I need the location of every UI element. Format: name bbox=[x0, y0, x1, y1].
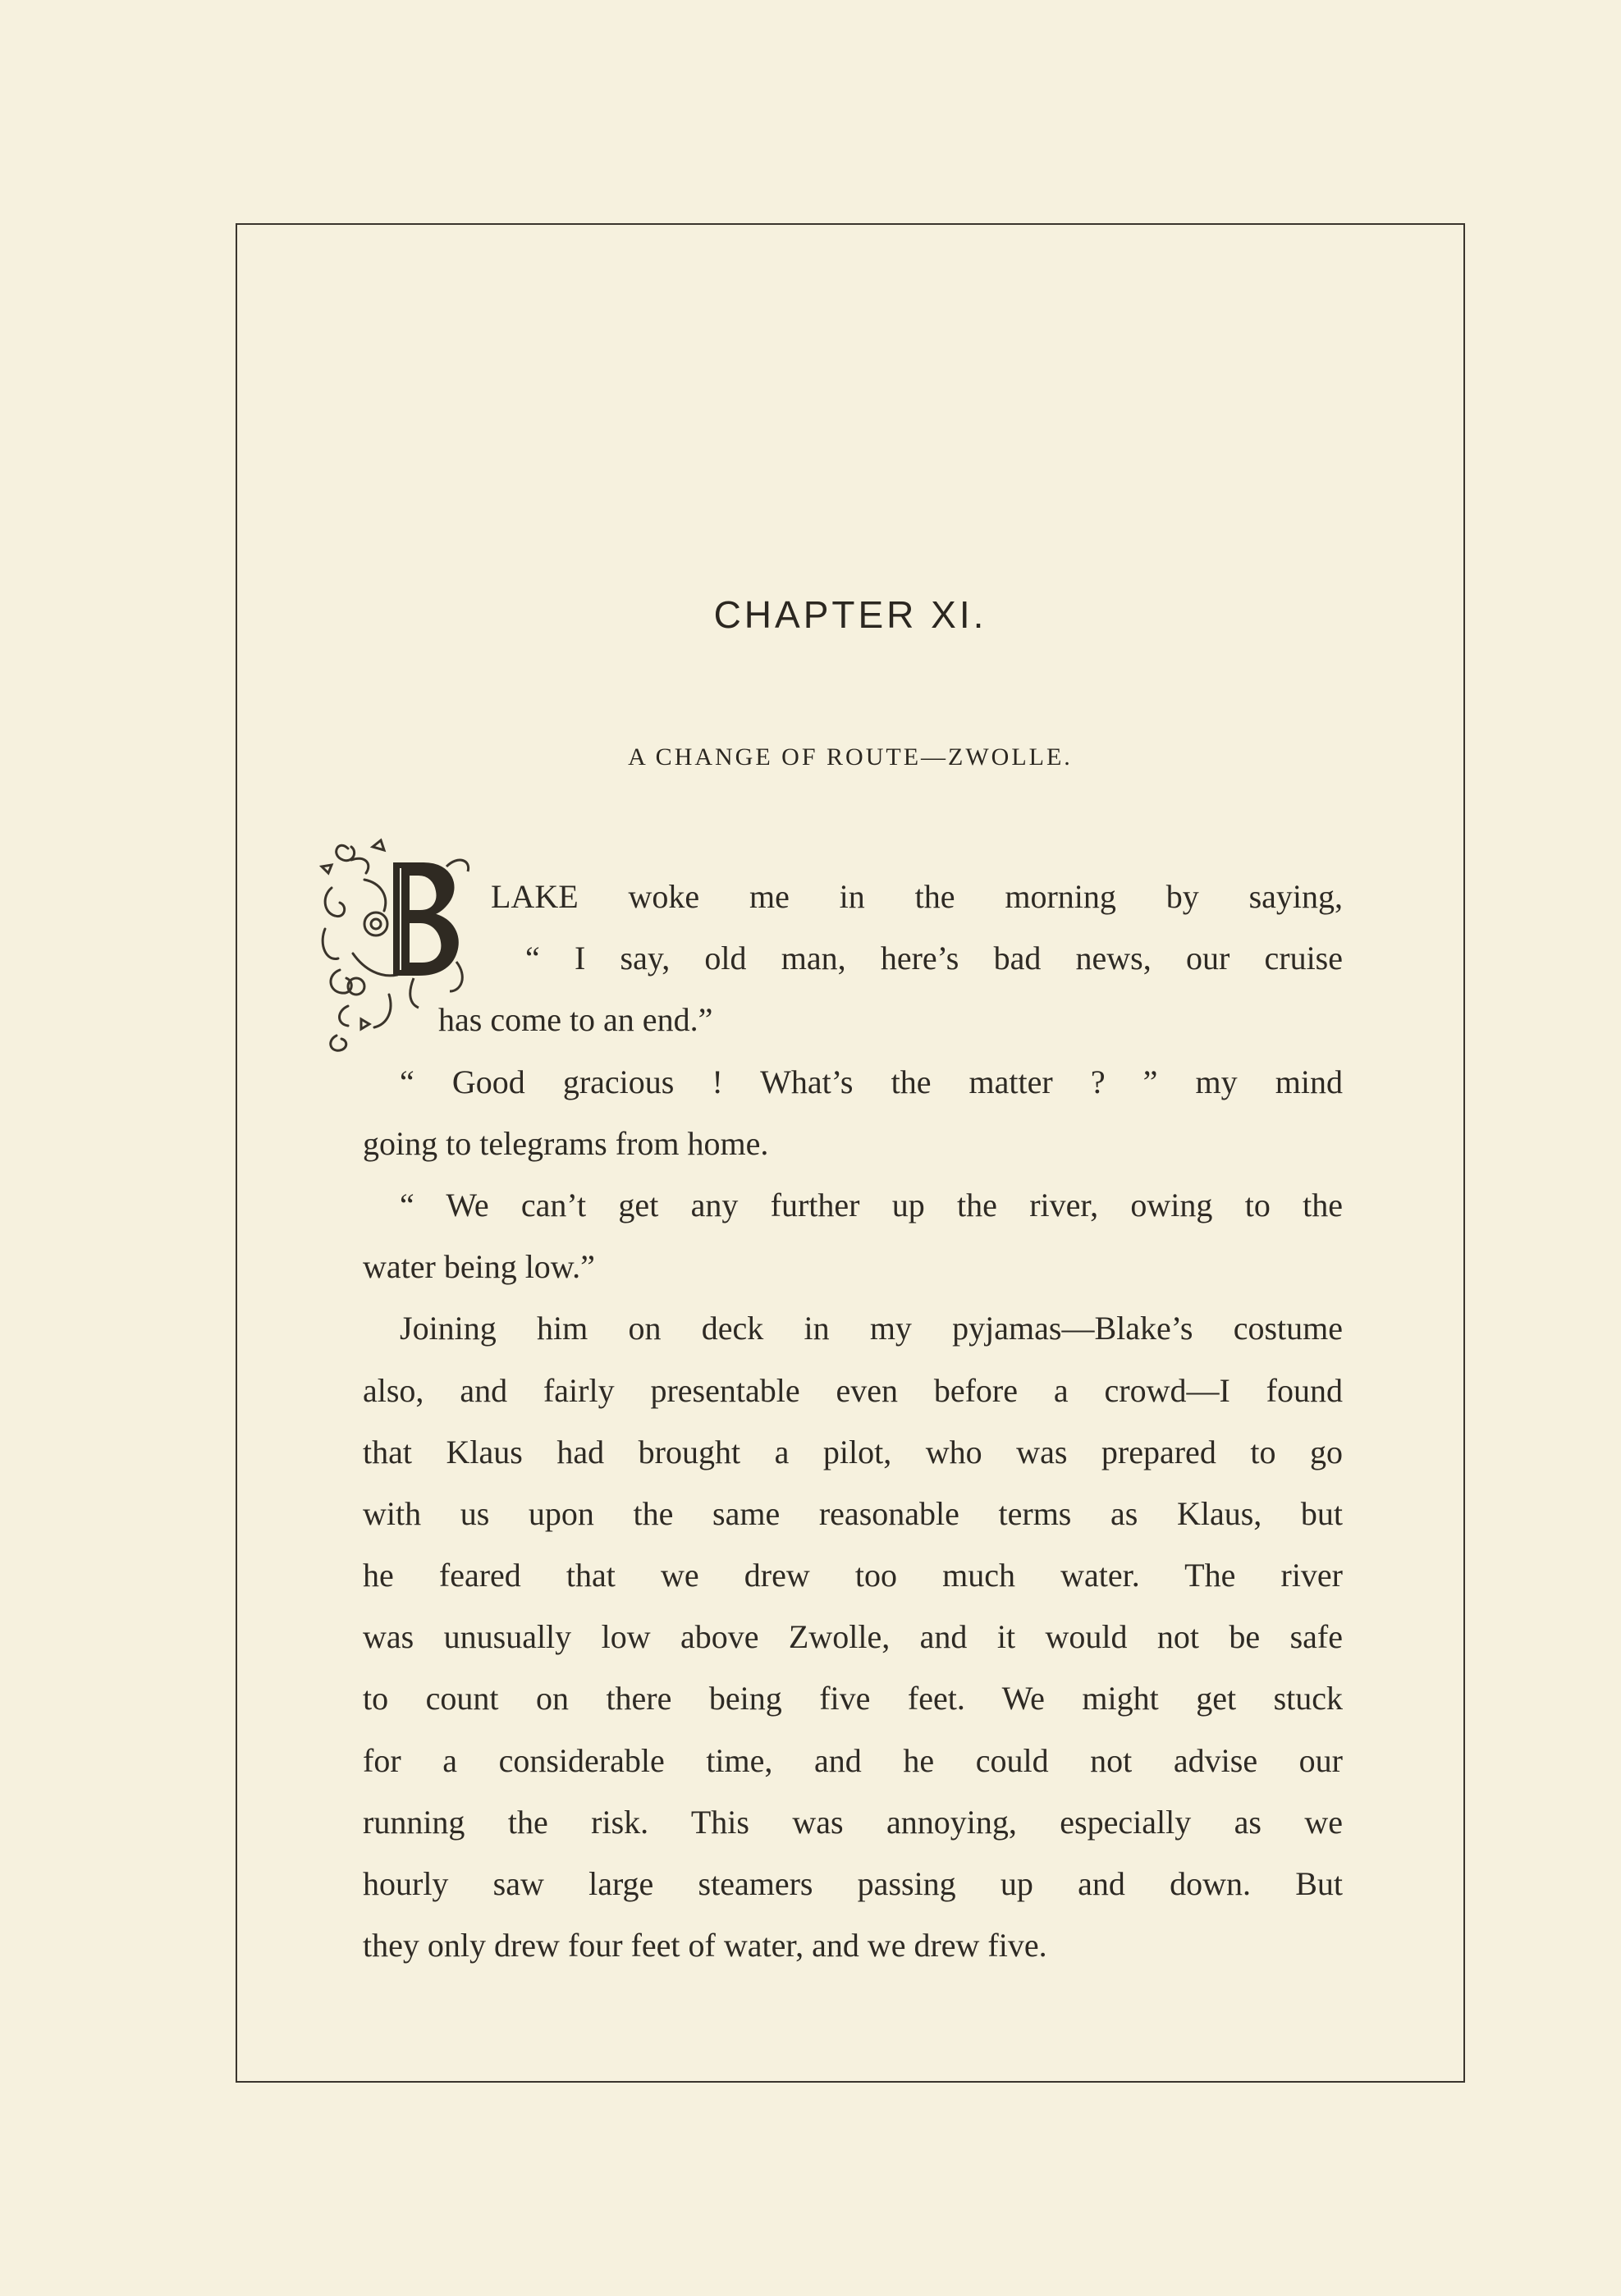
text-line: to count on there being five feet. We might get stuck bbox=[363, 1680, 1343, 1717]
text-line: also, and fairly presentable even before a crowd—I found bbox=[363, 1371, 1343, 1409]
text-line: running the risk. This was annoying, especially as we bbox=[363, 1803, 1343, 1841]
text-line: hourly saw large steamers passing up and down. But bbox=[363, 1865, 1343, 1902]
text-line: water being low.” bbox=[363, 1248, 595, 1286]
text-line: “ I say, old man, here’s bad news, our cruise bbox=[525, 940, 1343, 977]
text-line: he feared that we drew too much water. The river bbox=[363, 1557, 1343, 1594]
text-line: with us upon the same reasonable terms as Klaus, but bbox=[363, 1494, 1343, 1532]
text-line: was unusually low above Zwolle, and it would not be safe bbox=[363, 1618, 1343, 1656]
body-text bbox=[363, 866, 1343, 1976]
text-line: they only drew four feet of water, and we drew five. bbox=[363, 1927, 1047, 1964]
text-line: Joining him on deck in my pyjamas—Blake’s costume bbox=[400, 1310, 1343, 1347]
text-line: that Klaus had brought a pilot, who was prepared to go bbox=[363, 1433, 1343, 1470]
text-line: “ We can’t get any further up the river, owing to the bbox=[400, 1186, 1343, 1223]
text-line: “ Good gracious ! What’s the matter ? ” my mind bbox=[400, 1063, 1343, 1100]
text-line: going to telegrams from home. bbox=[363, 1124, 769, 1162]
chapter-title: CHAPTER XI. bbox=[713, 593, 987, 636]
text-line: has come to an end.” bbox=[438, 1001, 713, 1039]
text-line: for a considerable time, and he could not advise our bbox=[363, 1741, 1343, 1779]
chapter-subtitle: A CHANGE OF ROUTE—ZWOLLE. bbox=[628, 743, 1073, 771]
text-line: LAKE woke me in the morning by saying, bbox=[491, 878, 1343, 915]
